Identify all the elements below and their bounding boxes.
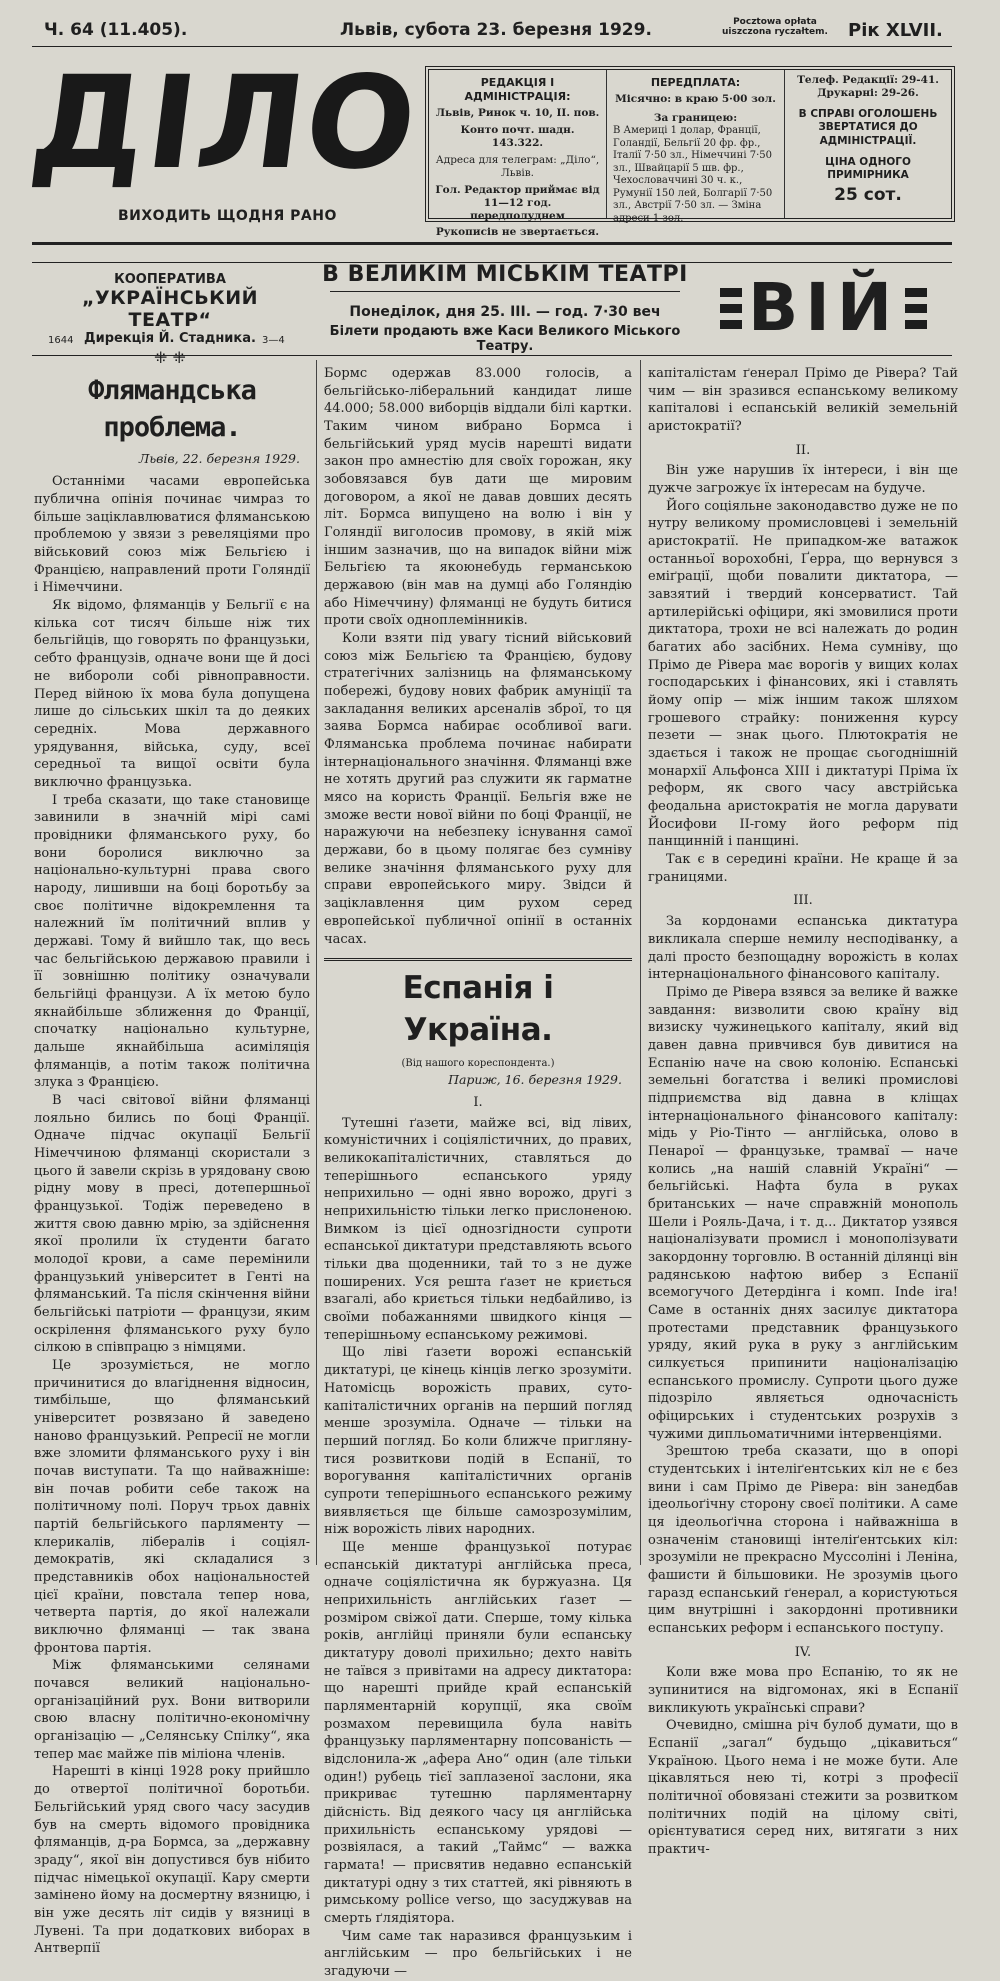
bars-left-icon [720, 288, 742, 329]
subscription-abroad-text: В Америці 1 долар, Франції, Голандії, Бельгії 20 фр. фр., Італії 7·50 зл., Німеччині 7·50 зл., Швайцарії 5 шв. фр., Чехословаччині 30 ч. к., Румунії 150 лей, Болгарії 7·50 зл., Австрії 7·50 зл. — Зміна адреси 1 зол. [613, 125, 773, 224]
article1-title: Флямандська проблема. [88, 375, 256, 443]
article1-paragraph: Нарешті в кінці 1928 року прийшло до отвертої політичної боротьби. Бельгійський уряд свого часу засудив був на смерть відомого провідника фляманців, д-ра Бормса, за „державну зраду“, якої він допустився був нібито підчас німецької окупації. Кару смерти замінено йому на досмертну вязницю, і він уже десять літ сидів у вязниці в Лувені. Та при додаткових виборах в Антверпії [34, 1764, 310, 1957]
newspaper-title: ДІЛО [22, 49, 426, 198]
theatre-name: В ВЕЛИКІМ МІСЬКІМ ТЕАТРІ [322, 262, 688, 287]
editorial-info [429, 70, 607, 238]
editorial-title: РЕДАКЦІЯ І АДМІНІСТРАЦІЯ: [464, 76, 571, 103]
contacts-info [785, 70, 951, 218]
content-top-rule [32, 355, 952, 356]
coop-name: „УКРАЇНСЬКИЙ ТЕАТР“ [81, 287, 259, 331]
article2-section-2: II. [795, 442, 811, 458]
article2-paragraph: Чим саме так наразився французьким і англійським — про бельгійських і не згадуючи — [324, 1928, 632, 1979]
article1-paragraph: Як відомо, фляманців у Бельгії є на кілька сот тисяч більше ніж тих бельгійців, що говорять по французьки, себто французів, одначе вони ще й досі не вибороли собі рівноправности. Перед війною їх мова була допущена лише до сільських шкіл та до деяких середніх. Мова державного урядування, війська, суду, всеї середньої та вищої освіти була виключно французька. [34, 598, 310, 790]
article2-cont-paragraph: Прімо де Рівера взявся за велике й важке завдання: визволити свою країну від визиску чужинецького капіталу, який від давен давна привчився був дивитися на Еспанію наче на свою колонію. Еспанські земельні богатства і великі промислові підприємства від давна в кліщах інтернаціонального фінансового капіталу: мідь у Ріо-Тінто — англійська, олово в Пенарої — французьке, трамваї — наче колись „на нашій славній Україні“ — бельгійські. Нафта була в руках британських — наче справжній монополь Шели і Рояль-Дача, і т. д... Диктатор узявся націоналізувати промисл і монополізувати закордонну торговлю. В останній ділянці він радянською нафтою вибер з Еспанії всемогучого Детердінга і комп. Inde ira! Саме в останніх днях засилує диктатора протестами представник французького уряду, який рука в руку з англійським силкується припинити націоналізацію еспанського промислу. Супроти цього дуже підозріло являється одночасність офіцирських і студентських розрухів з чужими дипльоматичними інтервенціями. [648, 984, 958, 1442]
article2-cont-paragraph: Його соціяльне законодавство дуже не по нутру великому промисловцеві і земельній аристократії. Не припадком-же ватажок останньої ворохобні, Ґерра, що вернувся з еміґрації, щоби повалити диктатора, — завзятий і твердий консерватист. Тай артилерійські офіцири, які змовилися проти диктатора, трохи не всі належать до родин багатих або засібних. Нема сумніву, що Прімо де Рівера має ворогів у вищих колах господарських і фінансових, які і ставлять йому опір — між іншим також шляхом грошевого страйку: пониження курсу пезети — знак цього. Плютократія не здається і також не прощає сьогоднішній монархії Альфонса XIII і диктатурі Пріма їх реформ, як свого часу австрійська феодальна аристократія не могла дарувати Йосифови II-гому його реформ під панщинній і панщині. [648, 498, 958, 850]
column-2 [324, 365, 632, 1979]
article1-paragraph: Між фляманськими селянами почався великий національно-організаційний рух. Вони витворили свою власну політично-економічну організацію — „Селянську Спілку“, яка тепер має майже пів міліона членів. [34, 1658, 310, 1762]
subscription-info [607, 70, 785, 224]
editorial-account: Конто почт. шадн. 143.322. [460, 123, 575, 149]
article-separator [324, 958, 632, 961]
phone-editorial: Телеф. Редакції: 29-41. [797, 74, 939, 86]
play-title: ВІЙ [748, 269, 900, 346]
theatre-advert [310, 262, 700, 354]
article2-cont-paragraph: Так є в середині країни. Не краще й за границями. [648, 852, 958, 885]
place-date: Львів, субота 23. березня 1929. [340, 20, 652, 40]
bars-right-icon [905, 288, 927, 329]
article1-cont-paragraph: Коли взяти під увагу тісний військовий союз між Бельгією та Францією, будову стратегічних залізниць на фляманському побережі, будову нових фабрик амуніції та закладання великих арсеналів зброї, то ця заява Бормса набирає особливої ваги. Фляманська проблема починає набирати інтернаціонального значіння. Фляманці вже не хотять другий раз служити як гарматне мясо на користь Франції. Бельгія вже не зможе вести нової війни по боці Франції, не наражуючи на небезпеку існування самої держави, бо в цьому полягає без сумніву велике значіння фляманського руху для справи европейського миру. Звідси й заціклавлення цим рухом серед европейської публичної опінії в останніх часах. [324, 631, 632, 947]
postal-note [722, 18, 828, 38]
coop-direction: Дирекція Й. Стадника. [84, 331, 256, 346]
theatre-datetime: Понеділок, дня 25. III. — год. 7·30 веч [349, 304, 661, 320]
theatre-tickets: Білети продають вже Каси Великого Міського Театру. [329, 324, 681, 354]
subscription-title: ПЕРЕДПЛАТА: [650, 76, 741, 89]
price: 25 сот. [834, 184, 902, 205]
ornament-icons: ⁜ ⁜ [154, 348, 186, 367]
editorial-manuscripts: Рукописів не звертається. [435, 225, 600, 238]
advert-number-left: 1644 [48, 335, 74, 346]
top-rule [32, 46, 952, 47]
editorial-address: Львів, Ринок ч. 10, II. пов. [435, 106, 600, 119]
info-box [425, 66, 955, 238]
article2-section-3: III. [793, 893, 813, 909]
subscription-monthly: Місячно: в краю 5·00 зол. [615, 92, 776, 105]
play-title-block [720, 270, 955, 346]
masthead [22, 49, 426, 224]
postal-note-line2: uiszczona ryczałtem. [722, 26, 828, 37]
ads-note: В СПРАВІ ОГОЛОШЕНЬ ЗВЕРТАТИСЯ ДО АДМІНІСТРАЦІЇ. [798, 108, 938, 147]
column-rule-2 [640, 360, 641, 1565]
article2-paragraph: Ще менше французької потурає еспанській диктатурі англійська преса, одначе соціялістична як буржуазна. Ця неприхильність англійських ґазет — розміром свіжої дати. Сперше, тому кілька років, англійці приняли були еспанську диктатуру доволі прихильно; дехто навіть не таївся з привітами на адресу диктатора: що нарешті прийде край еспанській парляментарній корупції, яка своїм розмахом перевищила була навіть французьку парляментарну попсованість — відслонила-ж „афера Ано“ один (але тільки один!) рубець тієї заплазеної заслони, яка прикриває тутешню парляментарну дійсність. Від деякого часу ця англійська прихильність еспанському урядові — розвіялася, а такий „Таймс“ — важка гармата! — присвятив недавно еспанській диктатурі одну з тих статтей, які рівняють в римському pollice verso, що засуджував на смерть ґлядіятора. [324, 1539, 632, 1926]
subscription-abroad-title: За границею: [653, 111, 738, 124]
article2-dateline: Париж, 16. березня 1929. [448, 1072, 622, 1088]
article1-cont-paragraph: Бормс одержав 83.000 голосів, а бельгійсько-ліберальний кандидат лише 44.000; 58.000 виборців віддали білі картки. Таким чином вибрано Бормса і бельгійський уряд мусів нарешті видати закон про амнестію для своїх горожан, яку зобовязався був дати ще мировим договором, а якої не давав довших десять літ. Бормса випущено на волю і він у Голяндії виголосив промову, в якій між іншим зазначив, що на випадок війни між Бельгією та якоюнебудь германською державою (він мав на думці або Голяндію або Німеччину) фляманці не будуть битися проти своїх одноплемінників. [324, 366, 632, 629]
article2-cont-paragraph: капіталістам ґенерал Прімо де Рівера? Тай чим — він зразився еспанському великому капіталові і еспанській великій земельній аристократії? [648, 366, 958, 435]
coop-advert [40, 272, 300, 367]
article2-cont-paragraph: Очевидно, смішна річ булоб думати, що в Еспанії „загал“ будьщо „цікавиться“ Україною. Цього нема і не може бути. Але цікавляться нею ті, котрі з професії політичної обовязані стежити за розвитком політичних подій на цілому світі, орієнтуватися серед них, витягати з них практич- [648, 1718, 958, 1858]
article2-byline: (Від нашого кореспондента.) [401, 1058, 555, 1070]
article1-dateline: Львів, 22. березня 1929. [138, 451, 300, 467]
article2-title: Еспанія і Україна. [402, 970, 554, 1049]
advert-number-right: 3—4 [262, 335, 285, 346]
article2-cont-paragraph: За кордонами еспанська диктатура викликала сперше немилу несподіванку, а далі просто безпощадну ворожість в колах інтернаціонального фінансового капіталу. [648, 914, 958, 983]
issue-number: Ч. 64 (11.405). [44, 20, 188, 40]
article1-paragraph: В часі світової війни фляманці лояльно бились по боці Франції. Одначе підчас окупації Бельгії Німеччиною фляманці скористали з цього й завели скрізь в урядовану свою рідну мову в пресі, дотепершньої французької. Тодіж переведено в життя свою давню мрію, за здійснення якої пролили їх студенти багато молодої крови, а саме перемінили французький університет в Генті на фляманський. Та після скінчення війни бельгійські патріоти — французи, яким оскрілення фляманського руху було сілкою в співпрацю з німцями. [34, 1092, 310, 1356]
article2-paragraph: Що ліві ґазети ворожі еспанській диктатурі, це кінець кінців легко зрозуміти. Натомісць ворожість правих, суто-капіталістичних органів на перший погляд менше зрозуміла. Одначе — тільки на перший погляд. Бо коли ближче пригляну-тися розвиткови подій в Еспанії, то ворогування капіталістичних органів супроти теперішнього еспанського режиму виявляється ще більше самозрозумілим, ніж ворожість лівих народних. [324, 1345, 632, 1538]
article1-paragraph: І треба сказати, що таке становище завинили в значній мірі самі провідники фляманського руху, бо вони боролися виключно за національно-культурні права свого народу, лишивши на боці боротьбу за своє політичне відокремлення та належний їм політичний вплив у державі. Тому й вийшло так, що весь час бельгійською державою правили і її зовнішню політику означували бельгійці французи. А їх метою було якнайбільше зближення до Франції, спочатку національно культурне, дальше якнайбільша асиміляція фляманців, а потім також політична злука з Францією. [34, 792, 310, 1091]
editorial-telegram: Адреса для телеграм: „Діло“, Львів. [435, 153, 600, 179]
article2-section-4: IV. [794, 1644, 812, 1660]
postal-note-line1: Pocztowa opłata [733, 17, 817, 27]
theatre-rule [330, 291, 680, 292]
article2-cont-paragraph: Коли вже мова про Еспанію, то як не зупинитися на відгомонах, які в Еспанії викликують українські справи? [648, 1665, 958, 1716]
article1-paragraph: Останніми часами европейська публична опінія починає чимраз то більше заціклавлюватися фляманською проблемою у звязи з ревеляціями про військовий союз між Бельгією і Францією, направлений проти Голяндії і Німеччини. [34, 474, 310, 596]
article2-cont-paragraph: Він уже нарушив їх інтереси, і він ще дужче загрожує їх інтересам на будуче. [648, 463, 958, 497]
tagline: ВИХОДИТЬ ЩОДНЯ РАНО [118, 208, 337, 224]
coop-label: КООПЕРАТИВА [114, 272, 226, 287]
column-3 [648, 365, 958, 1858]
article2-cont-paragraph: Зрештою треба сказати, що в опорі студентських і інтеліґентських кіл не є без вини і сам Прімо де Рівера: він занедбав ідеольоґічну сторону своєї політики. А саме ця ідеольоґічна сторона і найважніша в означенім становищі інтеліґентських кіл: зрозуміли не прекрасно Муссоліні і Леніна, фашисти й більшовики. Не зрозумів цього гаразд еспанський ґенерал, а користуються цим внутрішні і закордонні противники еспанських реформ і еспанського поступу. [648, 1444, 958, 1637]
article2-section-1: I. [473, 1095, 483, 1111]
article1-paragraph: Це зрозуміється, не могло причинитися до влагіднення відносин, тимбільше, що фляманський університет розвязано й заведено наново французький. Репресії не могли вже зломити фляманського руху і він почав виступати. Та що найважніше: він почав робити себе також на політичному полі. Поруч трьох давніх партій бельгійського парляменту — клерикалів, лібералів і соціял-демократів, які складалися з представників обох національностей цієї країни, повстала тепер нова, четверта партія, до якої належали виключно фляманці — так звана фронтова партія. [34, 1358, 310, 1656]
column-rule-1 [316, 360, 317, 1565]
article2-paragraph: Тутешні ґазети, майже всі, від лівих, комуністичних і соціялістичних, до правих, великокапіталістичних, ставляться до теперішнього еспанського уряду неприхильно — одні явно ворожо, другі з неприхильністю тільки легко прислоненою. Вимком із цієї однозгідности супроти еспанської диктатури представляють всього тільки два щоденники, тай то з не дуже поширених. Уся решта ґазет не криється взагалі, або криється тільки недбайливо, із своїми побажаннями швидкого кінця — теперішньому еспанському режимові. [324, 1115, 632, 1343]
phone-print: Друкарні: 29-26. [817, 87, 919, 100]
editorial-editor-hours: Гол. Редактор приймає від 11—12 год. передполуднем [435, 184, 600, 223]
year: Рік XLVII. [848, 20, 943, 41]
masthead-rule [32, 242, 952, 245]
price-label: ЦІНА ОДНОГО ПРИМІРНИКА [825, 155, 911, 181]
column-1 [34, 365, 310, 1957]
